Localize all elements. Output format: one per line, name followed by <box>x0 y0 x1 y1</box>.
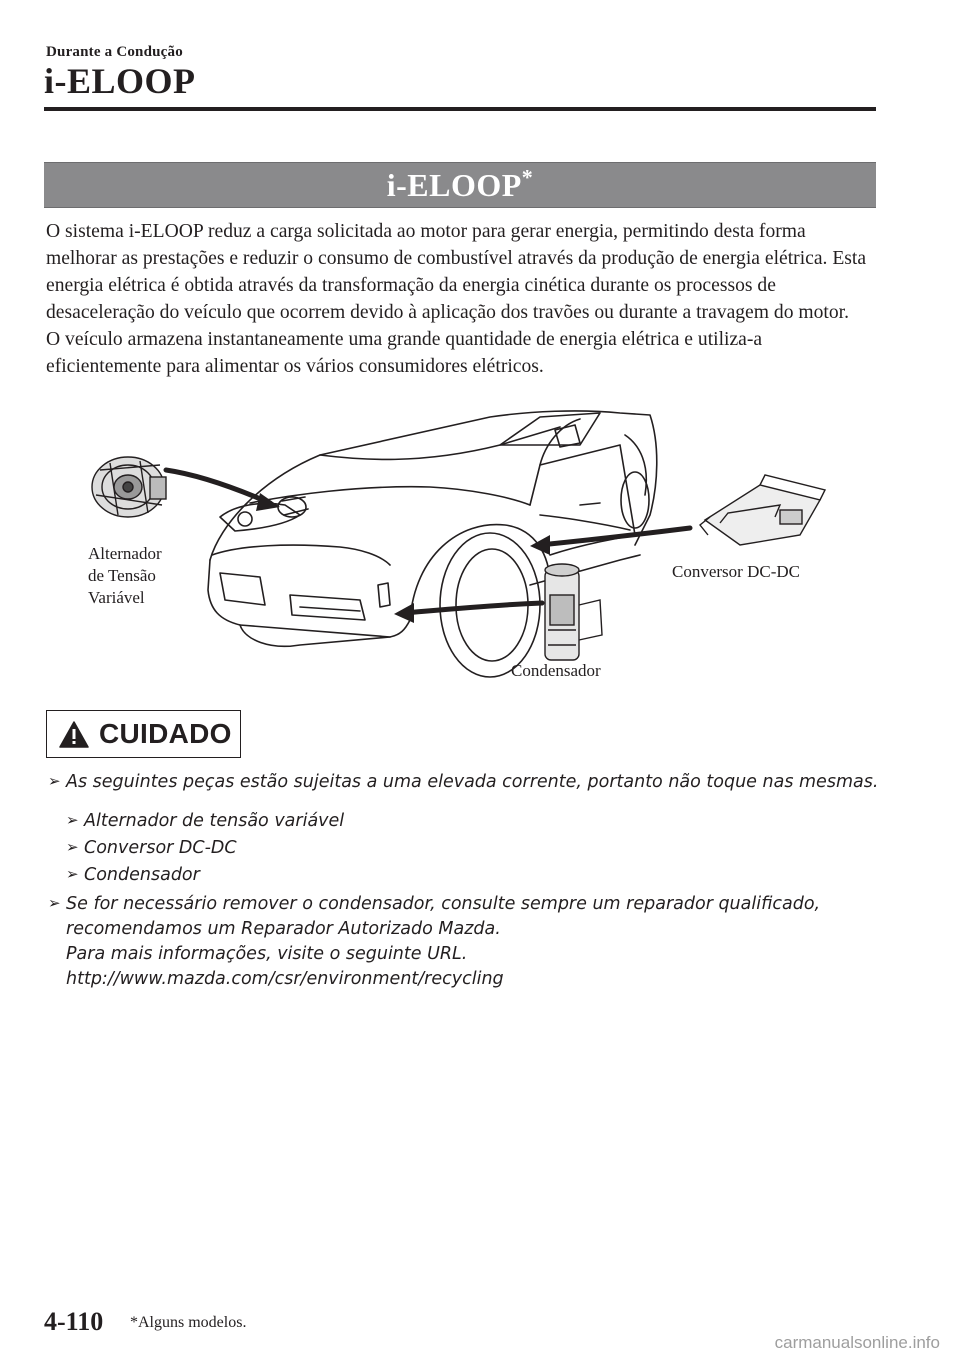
section-title-asterisk: * <box>521 163 534 189</box>
caution-subitem-1 <box>66 809 888 834</box>
body-paragraph-1: O sistema i-ELOOP reduz a carga solicitada ao motor para gerar energia, permitindo desta forma melhorar as prestações e reduzir o consumo de combustível através da produção de energia elétrica. Esta energia elétrica é obtida através da transformação da energia cinética durante os processos de desaceleração do veículo que ocorrem devido à aplicação dos travões ou durante a travagem do motor. <box>46 221 867 323</box>
caution-subitem-3-text: Condensador <box>84 865 200 885</box>
caution-subitem-2-text: Conversor DC-DC <box>84 838 237 858</box>
section-title-bar <box>44 162 876 208</box>
footnote: *Alguns modelos. <box>130 1314 247 1331</box>
bullet-arrow-icon: ➢ <box>48 772 61 790</box>
caution-item-2-text: Se for necessário remover o condensador, consulte sempre um reparador qualificado, recomendamos um Reparador Autorizado Mazda. <box>66 894 821 939</box>
label-alternator-line-2: de Tensão <box>88 566 156 585</box>
body-paragraph-2: O veículo armazena instantaneamente uma grande quantidade de energia elétrica e utiliza-a eficientemente para alimentar os vários consumidores elétricos. <box>46 329 763 377</box>
bullet-arrow-icon: ➢ <box>48 894 61 912</box>
label-dc-dc-converter: Conversor DC-DC <box>672 562 800 581</box>
caution-subitem-1-text: Alternador de tensão variável <box>84 811 345 831</box>
page-number: 4-110 <box>44 1307 104 1336</box>
page-title: i-ELOOP <box>44 61 196 101</box>
section-title-text: i-ELOOP <box>386 166 522 203</box>
caution-item-1-text: As seguintes peças estão sujeitas a uma elevada corrente, portanto não toque nas mesmas. <box>66 772 879 792</box>
caution-subitem-3 <box>66 863 888 888</box>
caution-sublist <box>66 809 888 888</box>
caution-more-info: Para mais informações, visite o seguinte URL. <box>66 944 468 964</box>
body-text <box>46 218 876 380</box>
caution-item-1 <box>48 770 888 795</box>
bullet-arrow-icon: ➢ <box>66 865 79 883</box>
caution-badge <box>46 710 241 758</box>
car-illustration <box>60 405 880 695</box>
caution-item-2 <box>48 892 888 992</box>
caution-label: CUIDADO <box>99 718 232 749</box>
bullet-arrow-icon: ➢ <box>66 811 79 829</box>
caution-list <box>48 770 888 992</box>
label-capacitor: Condensador <box>511 661 601 680</box>
bullet-arrow-icon: ➢ <box>66 838 79 856</box>
i-eloop-components-figure <box>60 405 880 695</box>
label-alternator-line-3: Variável <box>88 588 145 607</box>
watermark: carmanualsonline.info <box>774 1333 940 1352</box>
dc-dc-converter-icon <box>700 475 825 545</box>
chapter-heading: Durante a Condução <box>46 44 183 60</box>
label-alternator <box>88 543 162 609</box>
caution-item-2-body <box>66 892 888 992</box>
header-divider <box>44 107 876 111</box>
recycling-url[interactable]: http://www.mazda.com/csr/environment/recycling <box>66 969 504 989</box>
warning-triangle-icon <box>59 721 89 748</box>
caution-subitem-2 <box>66 836 888 861</box>
label-alternator-line-1: Alternador <box>88 544 162 563</box>
alternator-icon <box>92 457 166 517</box>
section-title <box>386 163 534 204</box>
capacitor-icon <box>545 564 602 660</box>
